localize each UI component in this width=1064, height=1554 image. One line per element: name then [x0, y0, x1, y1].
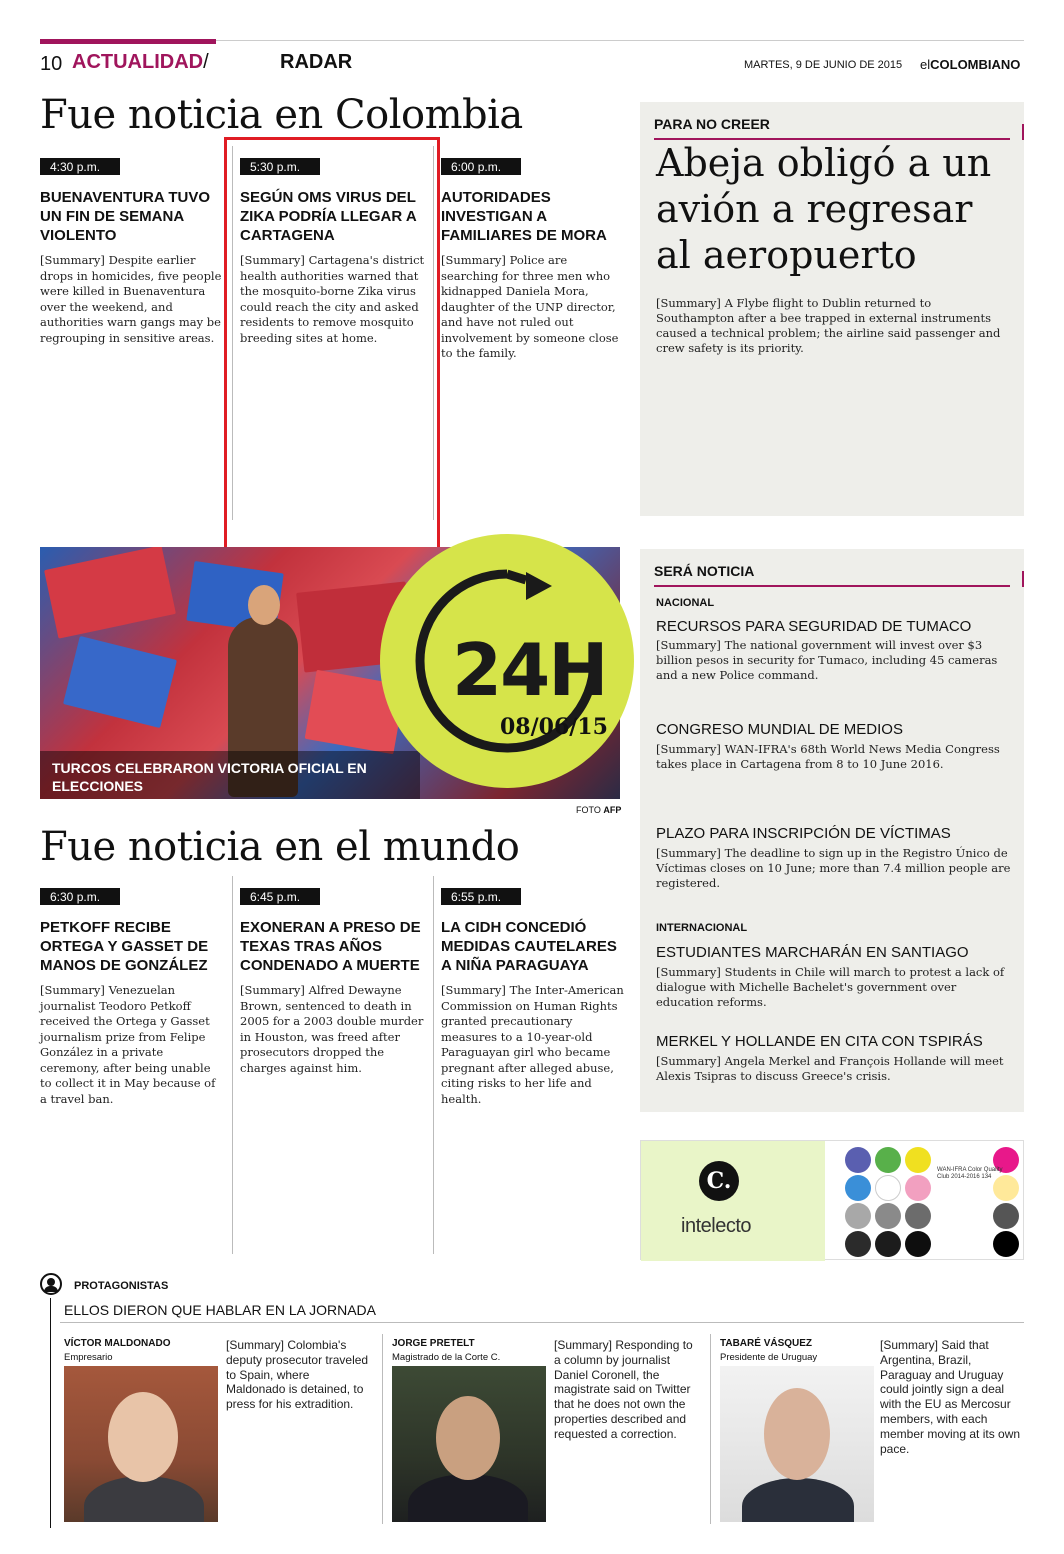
- color-dot: [875, 1147, 901, 1173]
- head-shape: [764, 1388, 830, 1480]
- flag-shape: [63, 636, 177, 728]
- story-time: 6:30 p.m.: [40, 888, 120, 905]
- ad-mini-label: WAN-IFRA Color Quality Club 2014-2016 134: [937, 1167, 1003, 1180]
- story-body: [Summary] Alfred Dewayne Brown, sentenced to death in 2005 for a 2003 double murder in Houston, was freed after prosecutors dropped the charges against him.: [240, 983, 424, 1075]
- story-body: [Summary] Venezuelan journalist Teodoro Petkoff received the Ortega y Gasset journalism prize from Felipe González in a private ceremony, after being unable to collect it in May because of a travel ban.: [40, 983, 216, 1106]
- ad-logo: C.: [699, 1161, 739, 1201]
- colombia-story-3: [441, 158, 625, 362]
- color-dot: [845, 1231, 871, 1257]
- color-dot: [875, 1203, 901, 1229]
- sera-noticia-headline: ESTUDIANTES MARCHARÁN EN SANTIAGO: [656, 944, 969, 961]
- story-body: [Summary] Despite earlier drops in homicides, five people were killed in Buenaventura over the weekend, and authorities warn gangs may be regrouping in sensitive areas.: [40, 253, 222, 345]
- person-role: Presidente de Uruguay: [720, 1352, 818, 1363]
- column-divider: [710, 1334, 711, 1524]
- color-dot: [905, 1203, 931, 1229]
- colombia-section-title: Fue noticia en Colombia: [40, 92, 523, 138]
- sera-noticia-body: [Summary] The deadline to sign up in the Registro Único de Víctimas closes on 10 June; more than 7.4 million people are registered.: [656, 846, 1011, 890]
- story-time: 5:30 p.m.: [240, 158, 320, 175]
- 24h-date: 08/06/15: [500, 714, 608, 740]
- ad-brand-area: [641, 1141, 825, 1261]
- person-name: VÍCTOR MALDONADO: [64, 1338, 171, 1349]
- section-name: ACTUALIDAD/: [72, 51, 209, 73]
- protagonistas-kicker: PROTAGONISTAS: [74, 1280, 169, 1292]
- sera-noticia-headline: PLAZO PARA INSCRIPCIÓN DE VÍCTIMAS: [656, 825, 951, 842]
- sera-noticia-body: [Summary] The national government will invest over $3 billion pesos in security for Tumaco, including 45 cameras and a new Police command.: [656, 638, 998, 682]
- sera-noticia-headline: RECURSOS PARA SEGURIDAD DE TUMACO: [656, 618, 972, 635]
- colombia-story-1: [40, 158, 224, 346]
- head-shape: [108, 1392, 178, 1482]
- story-time: 6:45 p.m.: [240, 888, 320, 905]
- ad-text: intelecto: [681, 1215, 751, 1237]
- mundo-story-2: [240, 888, 426, 1076]
- mundo-story-3: [441, 888, 625, 1107]
- sera-noticia-headline: CONGRESO MUNDIAL DE MEDIOS: [656, 721, 903, 738]
- section-accent-bar: [40, 39, 216, 44]
- color-dot: [845, 1203, 871, 1229]
- panel-kicker: SERÁ NOTICIA: [654, 563, 755, 579]
- story-headline: EXONERAN A PRESO DE TEXAS TRAS AÑOS CONDENADO A MUERTE: [240, 919, 421, 974]
- story-body: [Summary] The Inter-American Commission on Human Rights granted precautionary measures to a 10-year-old Paraguayan girl who became pregnant after alleged abuse, citing risks to her life and health.: [441, 983, 624, 1106]
- color-dot: [905, 1147, 931, 1173]
- protagonistas-title: ELLOS DIERON QUE HABLAR EN LA JORNADA: [64, 1302, 376, 1318]
- color-dot: [993, 1203, 1019, 1229]
- story-headline: SEGÚN OMS VIRUS DEL ZIKA PODRÍA LLEGAR A CARTAGENA: [240, 189, 417, 244]
- para-no-creer-body: [Summary] A Flybe flight to Dublin returned to Southampton after a bee trapped in external instruments caused a technical problem; the airline said passenger and crew safety is its priority.: [656, 296, 1001, 355]
- color-dot: [905, 1231, 931, 1257]
- story-headline: BUENAVENTURA TUVO UN FIN DE SEMANA VIOLENTO: [40, 189, 211, 244]
- internacional-label: INTERNACIONAL: [656, 922, 748, 934]
- story-headline: AUTORIDADES INVESTIGAN A FAMILIARES DE MORA: [441, 189, 607, 244]
- column-divider: [232, 876, 233, 1254]
- suit-shape: [408, 1474, 528, 1522]
- story-time: 6:00 p.m.: [441, 158, 521, 175]
- subsection-name: RADAR: [280, 51, 353, 73]
- mundo-section-title: Fue noticia en el mundo: [40, 824, 520, 870]
- highlight-box: [224, 137, 440, 551]
- person-icon: [40, 1273, 62, 1295]
- suit-shape: [84, 1476, 204, 1522]
- person-name: JORGE PRETELT: [392, 1338, 475, 1349]
- sera-noticia-body: [Summary] WAN-IFRA's 68th World News Media Congress takes place in Cartagena from 8 to 10 June 2016.: [656, 742, 1000, 771]
- person-photo: [64, 1366, 218, 1522]
- color-dot: [875, 1231, 901, 1257]
- person-role: Magistrado de la Corte C.: [392, 1352, 501, 1363]
- person-photo: [720, 1366, 874, 1522]
- person-summary: [Summary] Colombia's deputy prosecutor traveled to Spain, where Maldonado is detained, to press for his extradition.: [226, 1338, 369, 1412]
- person-name: TABARÉ VÁSQUEZ: [720, 1338, 813, 1349]
- story-time: 6:55 p.m.: [441, 888, 521, 905]
- mundo-story-1: [40, 888, 224, 1107]
- person-summary: [Summary] Responding to a column by journalist Daniel Coronell, the magistrate said on Twitter that he does not own the properties described and requested a correction.: [554, 1338, 693, 1441]
- panel-kicker: PARA NO CREER: [654, 116, 770, 132]
- para-no-creer-headline: Abeja obligó a un avión a regresar al aeropuerto: [656, 141, 992, 277]
- story-body: [Summary] Cartagena's district health authorities warned that the mosquito-borne Zika virus could reach the city and asked residents to remove mosquito breeding sites at home.: [240, 253, 425, 345]
- head-shape: [436, 1396, 500, 1480]
- story-headline: LA CIDH CONCEDIÓ MEDIDAS CAUTELARES A NIÑA PARAGUAYA: [441, 919, 617, 974]
- flag-shape: [44, 547, 176, 639]
- color-dot: [845, 1147, 871, 1173]
- person-role: Empresario: [64, 1352, 113, 1363]
- person-summary: [Summary] Said that Argentina, Brazil, Paraguay and Uruguay could jointly sign a deal with the EU as Mercosur members, with each member moving at its own pace.: [880, 1338, 1021, 1456]
- story-headline: PETKOFF RECIBE ORTEGA Y GASSET DE MANOS DE GONZÁLEZ: [40, 919, 209, 974]
- story-body: [Summary] Police are searching for three men who kidnapped Daniela Mora, daughter of the UNP director, and have not ruled out involvement by someone close to the family.: [441, 253, 619, 360]
- color-dot: [875, 1175, 901, 1201]
- photo-caption: TURCOS CELEBRARON VICTORIA OFICIAL EN ELECCIONES: [52, 760, 367, 794]
- color-dot: [845, 1175, 871, 1201]
- page-number: 10: [40, 53, 63, 75]
- color-dot: [905, 1175, 931, 1201]
- story-time: 4:30 p.m.: [40, 158, 120, 175]
- sera-noticia-headline: MERKEL Y HOLLANDE EN CITA CON TSPIRÁS: [656, 1033, 983, 1050]
- page-header: [40, 40, 1024, 80]
- person-photo: [392, 1366, 546, 1522]
- masthead-brand: elCOLOMBIANO: [920, 57, 1021, 72]
- subscriber-club-ad[interactable]: [640, 1140, 1024, 1260]
- protagonistas-divider: [60, 1322, 1024, 1323]
- issue-date: MARTES, 9 DE JUNIO DE 2015: [744, 59, 903, 71]
- color-dot: [993, 1231, 1019, 1257]
- nacional-label: NACIONAL: [656, 597, 715, 609]
- sera-noticia-body: [Summary] Angela Merkel and François Hollande will meet Alexis Tsipras to discuss Greece's crisis.: [656, 1054, 1004, 1083]
- 24h-label: 24H: [452, 628, 607, 712]
- sera-noticia-body: [Summary] Students in Chile will march to protest a lack of dialogue with Michelle Bachelet's government over education reforms.: [656, 965, 1005, 1009]
- column-divider: [433, 876, 434, 1254]
- protagonistas-rule: [50, 1298, 51, 1528]
- photo-credit: FOTO AFP: [576, 805, 622, 815]
- column-divider: [382, 1334, 383, 1524]
- kicker-rule: [654, 585, 1010, 587]
- suit-shape: [742, 1478, 854, 1522]
